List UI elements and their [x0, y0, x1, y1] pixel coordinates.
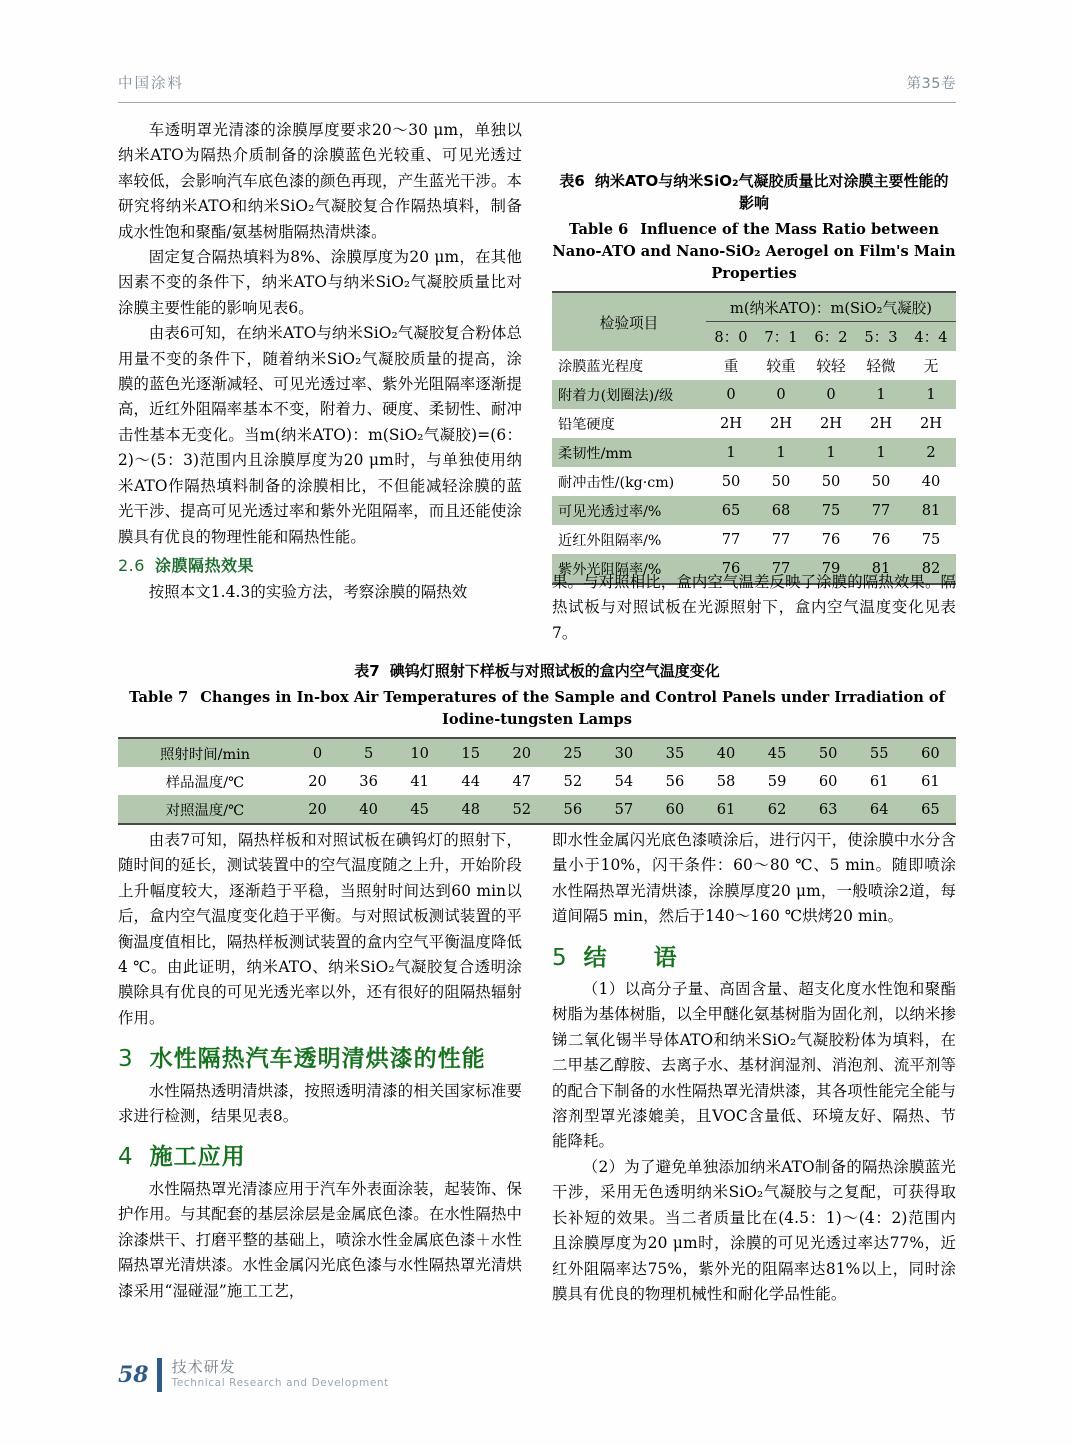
table-6-row-3-value-0: 1: [726, 444, 736, 461]
table-6-row-1-value-2: 0: [826, 386, 836, 403]
table-6-row-3-value-1: 1: [776, 444, 786, 461]
table-7: [118, 737, 956, 825]
table-6-row-0-label: 涂膜蓝光程度: [558, 358, 644, 375]
heading-3-number: 3: [118, 1046, 134, 1073]
heading-4-text: 施工应用: [149, 1144, 246, 1171]
footer-label-en: Technical Research and Development: [171, 1377, 389, 1389]
table-6-row-7-value-0: 76: [721, 560, 741, 577]
running-head-journal: 中国涂料: [118, 76, 184, 92]
table-row: [552, 525, 956, 554]
table-6-row-3-label: 柔韧性/mm: [558, 445, 633, 462]
table-6-row-0-value-3: 轻微: [866, 358, 896, 375]
table-6-row-7-label: 紫外光阻隔率/%: [558, 561, 662, 578]
table-row: [552, 496, 956, 525]
table-7-row-0-value-6: 30: [614, 744, 634, 762]
table-6-row-6-label: 近红外阻隔率/%: [558, 532, 662, 549]
table-7-row-1-value-2: 41: [410, 772, 429, 790]
table-6-row-1-label: 附着力(划圈法)/级: [558, 387, 674, 404]
table-6-row-7-value-1: 77: [771, 560, 791, 577]
running-head-volume: 第35卷: [906, 76, 956, 92]
table-7-row-1-value-0: 20: [308, 772, 327, 790]
table-6-row-1-value-0: 0: [726, 386, 736, 403]
heading-2-6: [118, 553, 522, 578]
table-6-row-2-value-0: 2H: [719, 415, 742, 432]
footer-label-cn: 技术研发: [171, 1358, 236, 1376]
table-6-row-2-value-2: 2H: [819, 415, 842, 432]
table-6-body: [552, 292, 956, 584]
heading-3: [118, 1047, 522, 1072]
paragraph-left-3: 由表6可知，在纳米ATO与纳米SiO₂气凝胶复合粉体总用量不变的条件下，随着纳米SiO₂气凝胶质量的提高，涂膜的蓝色光逐渐减轻、可见光透过率、紫外光阻隔率逐渐提高，近红外阻隔率基本不变，附着力、硬度、柔韧性、耐冲击性基本无变化。当m(纳米ATO)：m(SiO₂气凝胶)=(6：2)～(5：3)范围内且涂膜厚度为20 μm时，与单独使用纳米ATO作隔热填料制备的涂膜相比，不但能减轻涂膜的蓝光干涉、提高可见光透过率和紫外光阻隔率，而且还能使涂膜具有优良的物理性能和隔热性能。: [118, 324, 522, 546]
table-7-row-2-value-7: 60: [665, 800, 685, 818]
table-6: [552, 291, 956, 585]
table-7-row-0-value-3: 15: [461, 744, 480, 762]
table-6-row-5-value-1: 68: [771, 502, 791, 519]
table-7-row-1-value-7: 56: [665, 772, 685, 790]
table-7-row-2-value-10: 63: [818, 800, 838, 818]
table-6-block: [552, 170, 956, 585]
running-head: [118, 72, 956, 103]
table-6-row-0-value-4: 无: [923, 358, 939, 375]
paragraph-left-7: 水性隔热罩光清漆应用于汽车外表面涂装，起装饰、保护作用。与其配套的基层涂层是金属底色漆。在水性隔热中涂漆烘干、打磨平整的基础上，喷涂水性金属底色漆＋水性隔热罩光清烘漆。水性金属闪光底色漆与水性隔热罩光清烘漆采用“湿碰湿”施工工艺，: [118, 1179, 522, 1300]
paragraph-left-4: 按照本文1.4.3的实验方法，考察涂膜的隔热效: [148, 583, 468, 602]
table-7-row-2-value-11: 64: [869, 800, 889, 818]
table-6-group-header: m(纳米ATO)：m(SiO₂气凝胶): [706, 292, 956, 322]
table-7-row-1-value-9: 59: [767, 772, 787, 790]
table-6-caption-cn: [552, 170, 956, 214]
table-6-row-5-label: 可见光透过率/%: [558, 503, 662, 520]
table-6-row-0-value-1: 较重: [766, 358, 796, 375]
page-footer: [118, 1358, 389, 1392]
table-7-row-1-value-8: 58: [716, 772, 736, 790]
table-6-row-2-value-3: 2H: [869, 415, 892, 432]
table-6-row-6-value-3: 76: [871, 531, 891, 548]
table-6-row-4-value-2: 50: [821, 473, 841, 490]
table-7-row-0-value-2: 10: [410, 744, 429, 762]
paragraph-right-2: 即水性金属闪光底色漆喷涂后，进行闪干，使涂膜中水分含量小于10%，闪干条件：60～80 ℃、5 min。随即喷涂水性隔热罩光清烘漆，涂膜厚度20 μm，一般喷涂2道，每道间隔5 min，然后于140～160 ℃烘烤20 min。: [552, 831, 956, 926]
table-row: [552, 438, 956, 467]
table-7-label-en: Table 7: [129, 689, 189, 706]
table-6-row-0-value-2: 较轻: [816, 358, 846, 375]
table-6-row-5-value-4: 81: [921, 502, 941, 519]
table-6-row-5-value-0: 65: [721, 502, 741, 519]
table-row: [118, 738, 956, 767]
table-6-caption-en: [552, 219, 956, 285]
table-6-row-7-value-4: 82: [921, 560, 941, 577]
paragraph-right-4: （2）为了避免单独添加纳米ATO制备的隔热涂膜蓝光干涉，采用无色透明纳米SiO₂气凝胶与之复配，可获得取长补短的效果。当二者质量比在(4.5：1)～(4：2)范围内且涂膜厚度为20 μm时，涂膜的可见光透过率达77%，近红外阻隔率达75%，紫外光的阻隔率达81%以上，同时涂膜具有优良的物理机械性和耐化学品性能。: [552, 1157, 956, 1303]
table-row: [118, 795, 956, 824]
table-7-title-cn: 碘钨灯照射下样板与对照试板的盒内空气温度变化: [389, 662, 720, 680]
table-7-row-1-value-12: 61: [921, 772, 940, 790]
table-7-row-0-value-8: 40: [716, 744, 736, 762]
table-6-row-4-value-3: 50: [871, 473, 891, 490]
table-6-ratio-2: 6：2: [814, 329, 848, 346]
table-6-label-en: Table 6: [569, 221, 629, 238]
right-column-bottom: [552, 828, 956, 1307]
table-7-caption-en: [118, 687, 956, 731]
paragraph-left-5: 由表7可知，隔热样板和对照试板在碘钨灯的照射下，随时间的延长，测试装置中的空气温度随之上升，开始阶段上升幅度较大，逐渐趋于平稳，当照射时间达到60 min以后，盒内空气温度变化趋于平衡。与对照试板测试装置的平衡温度值相比，隔热样板测试装置的盒内空气平衡温度降低4 ℃。由此证明，纳米ATO、纳米SiO₂气凝胶复合透明涂膜除具有优良的可见光透光率以外，还有很好的阻隔热辐射作用。: [118, 831, 522, 1027]
table-6-row-4-label: 耐冲击性/(kg·cm): [558, 474, 675, 491]
table-6-row-7-value-2: 79: [821, 560, 841, 577]
table-6-row-6-value-0: 77: [721, 531, 741, 548]
heading-4-number: 4: [118, 1144, 134, 1171]
table-7-row-0-value-11: 55: [869, 744, 889, 762]
table-6-row-2-value-4: 2H: [919, 415, 942, 432]
table-7-row-2-value-5: 56: [563, 800, 583, 818]
table-7-row-2-value-12: 65: [921, 800, 940, 818]
table-6-item-header: 检验项目: [599, 314, 659, 332]
table-7-body: [118, 738, 956, 824]
table-6-ratio-1: 7：1: [764, 329, 798, 346]
table-7-row-0-value-1: 5: [363, 744, 374, 762]
table-6-row-3-value-4: 2: [926, 444, 936, 461]
table-7-row-2-value-2: 45: [410, 800, 429, 818]
page-number: 58: [118, 1362, 149, 1388]
table-6-row-1-value-4: 1: [926, 386, 936, 403]
table-7-row-0-value-12: 60: [921, 744, 940, 762]
table-7-row-2-value-6: 57: [614, 800, 634, 818]
paragraph-right-3: （1）以高分子量、高固含量、超支化度水性饱和聚酯树脂为基体树脂，以全甲醚化氨基树脂为固化剂，以纳米掺锑二氧化锡半导体ATO和纳米SiO₂气凝胶粉体为填料，在二甲基乙醇胺、去离子水、基材润湿剂、消泡剂、流平剂等的配合下制备的水性隔热罩光清烘漆，其各项性能完全能与溶剂型罩光漆媲美，且VOC含量低、环境友好、隔热、节能降耗。: [552, 980, 956, 1151]
table-7-row-1-value-1: 36: [359, 772, 378, 790]
table-row: [552, 351, 956, 380]
heading-5-text: 结 语: [583, 944, 689, 971]
table-6-row-4-value-4: 40: [921, 473, 941, 490]
heading-5: [552, 946, 956, 971]
heading-5-number: 5: [552, 944, 568, 971]
right-column-top: [552, 570, 956, 646]
table-row: [552, 467, 956, 496]
table-7-row-0-value-4: 20: [512, 744, 532, 762]
table-6-row-7-value-3: 81: [871, 560, 891, 577]
table-6-row-6-value-1: 77: [771, 531, 791, 548]
table-6-row-6-value-4: 75: [921, 531, 941, 548]
paragraph-left-1: 车透明罩光清漆的涂膜厚度要求20～30 μm，单独以纳米ATO为隔热介质制备的涂膜蓝色光较重、可见光透过率较低，会影响汽车底色漆的颜色再现，产生蓝光干涉。本研究将纳米ATO和纳米SiO₂气凝胶复合作隔热填料，制备成水性饱和聚酯/氨基树脂隔热清烘漆。: [118, 121, 522, 241]
table-7-row-1-label: 样品温度/℃: [165, 774, 245, 791]
table-7-row-1-value-4: 47: [512, 772, 532, 790]
table-6-title-en: Influence of the Mass Ratio between Nano-ATO and Nano-SiO₂ Aerogel on Film's Main Properties: [552, 221, 956, 282]
table-6-ratio-4: 4：4: [914, 329, 948, 346]
footer-divider-bar: [157, 1358, 162, 1392]
table-7-row-2-value-8: 61: [716, 800, 736, 818]
table-7-row-2-value-0: 20: [308, 800, 327, 818]
table-7-caption-cn: [118, 660, 956, 682]
table-6-row-5-value-2: 75: [821, 502, 841, 519]
paragraph-left-2: 固定复合隔热填料为8%、涂膜厚度为20 μm，在其他因素不变的条件下，纳米ATO与纳米SiO₂气凝胶质量比对涂膜主要性能的影响见表6。: [118, 248, 522, 317]
table-7-row-2-value-1: 40: [359, 800, 378, 818]
table-6-row-4-value-1: 50: [771, 473, 791, 490]
table-6-row-5-value-3: 77: [871, 502, 891, 519]
table-7-row-0-label: 照射时间/min: [160, 746, 250, 763]
table-7-title-en: Changes in In-box Air Temperatures of the Sample and Control Panels under Irradiation of Iodine-tungsten Lamps: [200, 689, 945, 728]
table-6-row-3-value-3: 1: [876, 444, 886, 461]
footer-label-block: [172, 1359, 389, 1391]
table-7-block: [118, 660, 956, 825]
table-7-row-2-value-3: 48: [461, 800, 480, 818]
table-7-row-1-value-11: 61: [869, 772, 889, 790]
heading-4: [118, 1145, 522, 1170]
heading-3-text: 水性隔热汽车透明清烘漆的性能: [149, 1046, 486, 1073]
table-7-row-2-value-4: 52: [512, 800, 532, 818]
table-7-row-0-value-5: 25: [563, 744, 583, 762]
table-row: [552, 380, 956, 409]
table-7-row-1-value-3: 44: [461, 772, 480, 790]
table-row: [118, 767, 956, 795]
table-6-row-1-value-1: 0: [776, 386, 786, 403]
table-7-row-1-value-10: 60: [818, 772, 838, 790]
heading-2-6-text: 涂膜隔热效果: [154, 555, 254, 575]
table-7-row-2-label: 对照温度/℃: [165, 802, 245, 819]
table-7-row-0-value-7: 35: [665, 744, 685, 762]
table-6-header-row-1: [552, 292, 956, 322]
table-6-row-2-label: 铅笔硬度: [558, 416, 615, 433]
table-6-label-cn: 表6: [559, 172, 585, 190]
left-column-top: [118, 118, 522, 638]
table-6-ratio-0: 8：0: [714, 329, 748, 346]
table-6-row-6-value-2: 76: [821, 531, 841, 548]
table-6-row-3-value-2: 1: [826, 444, 836, 461]
table-7-row-1-value-5: 52: [563, 772, 583, 790]
paragraph-right-1: 果。与对照相比，盒内空气温差反映了涂膜的隔热效果。隔热试板与对照试板在光源照射下，盒内空气温度变化见表7。: [552, 573, 956, 642]
heading-2-6-number: 2.6: [118, 555, 145, 575]
table-6-row-2-value-1: 2H: [769, 415, 792, 432]
left-column-bottom: [118, 828, 522, 1304]
table-7-row-0-value-10: 50: [818, 744, 838, 762]
table-6-row-4-value-0: 50: [721, 473, 741, 490]
paragraph-left-6: 水性隔热透明清烘漆，按照透明清漆的相关国家标准要求进行检测，结果见表8。: [118, 1081, 522, 1126]
table-row: [552, 409, 956, 438]
table-7-row-1-value-6: 54: [614, 772, 634, 790]
table-7-row-2-value-9: 62: [767, 800, 787, 818]
table-7-label-cn: 表7: [354, 662, 380, 680]
table-6-row-0-value-0: 重: [723, 358, 739, 375]
table-7-row-0-value-0: 0: [312, 744, 323, 762]
table-7-row-0-value-9: 45: [767, 744, 787, 762]
table-6-title-cn: 纳米ATO与纳米SiO₂气凝胶质量比对涂膜主要性能的影响: [594, 172, 949, 212]
table-6-ratio-3: 5：3: [864, 329, 898, 346]
table-6-row-1-value-3: 1: [876, 386, 886, 403]
